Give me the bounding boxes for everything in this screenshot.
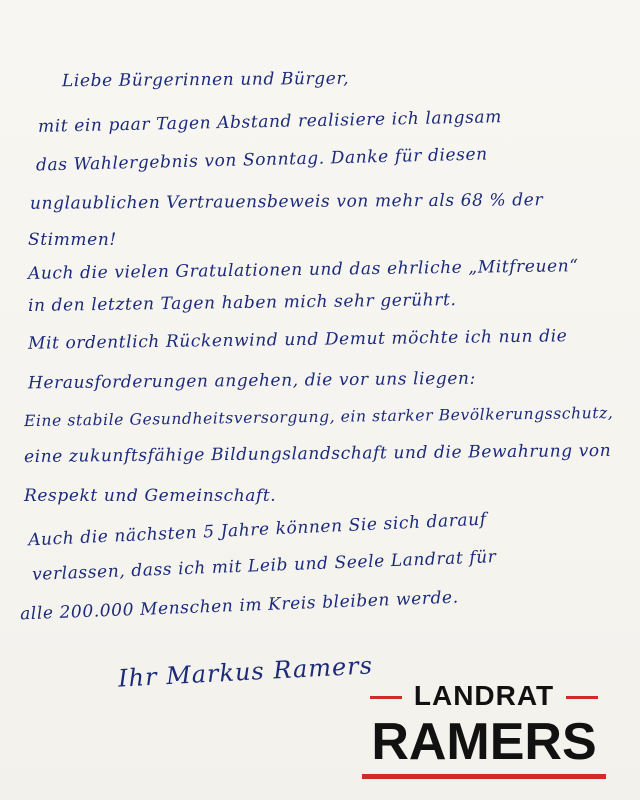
letter-line: Respekt und Gemeinschaft.: [24, 486, 277, 506]
letter-line: verlassen, dass ich mit Leib und Seele Landrat für: [31, 547, 497, 585]
landrat-ramers-logo: [356, 680, 612, 788]
letter-line: Liebe Bürgerinnen und Bürger,: [61, 68, 350, 92]
signature: Ihr Markus Ramers: [117, 651, 374, 693]
letter-line: in den letzten Tagen haben mich sehr gerührt.: [27, 290, 457, 316]
letter-line: eine zukunftsfähige Bildungslandschaft und die Bewahrung von: [23, 440, 612, 468]
letter-line: unglaublichen Vertrauensbeweis von mehr als 68 % der: [29, 190, 544, 214]
logo-top-text: LANDRAT: [413, 680, 555, 711]
letter-line: Herausforderungen angehen, die vor uns liegen:: [27, 368, 476, 394]
letter-line: Eine stabile Gesundheitsversorgung, ein starker Bevölkerungsschutz,: [23, 403, 614, 431]
logo-dash-right: [566, 696, 598, 699]
logo-underline-bar: [362, 774, 606, 779]
letter-line: mit ein paar Tagen Abstand realisiere ich langsam: [37, 107, 503, 137]
logo-dash-left: [370, 696, 402, 699]
letter-line: Mit ordentlich Rückenwind und Demut möchte ich nun die: [27, 326, 568, 354]
logo-main-text: RAMERS: [371, 713, 597, 771]
letter-line: alle 200.000 Menschen im Kreis bleiben werde.: [19, 587, 460, 625]
letter-line: Auch die vielen Gratulationen und das ehrliche „Mitfreuen“: [27, 256, 579, 284]
logo-top-row: [356, 680, 612, 714]
letter-line: das Wahlergebnis von Sonntag. Danke für diesen: [35, 144, 488, 176]
letter-line: Auch die nächsten 5 Jahre können Sie sich darauf: [27, 509, 488, 551]
letter-line: Stimmen!: [28, 230, 117, 250]
